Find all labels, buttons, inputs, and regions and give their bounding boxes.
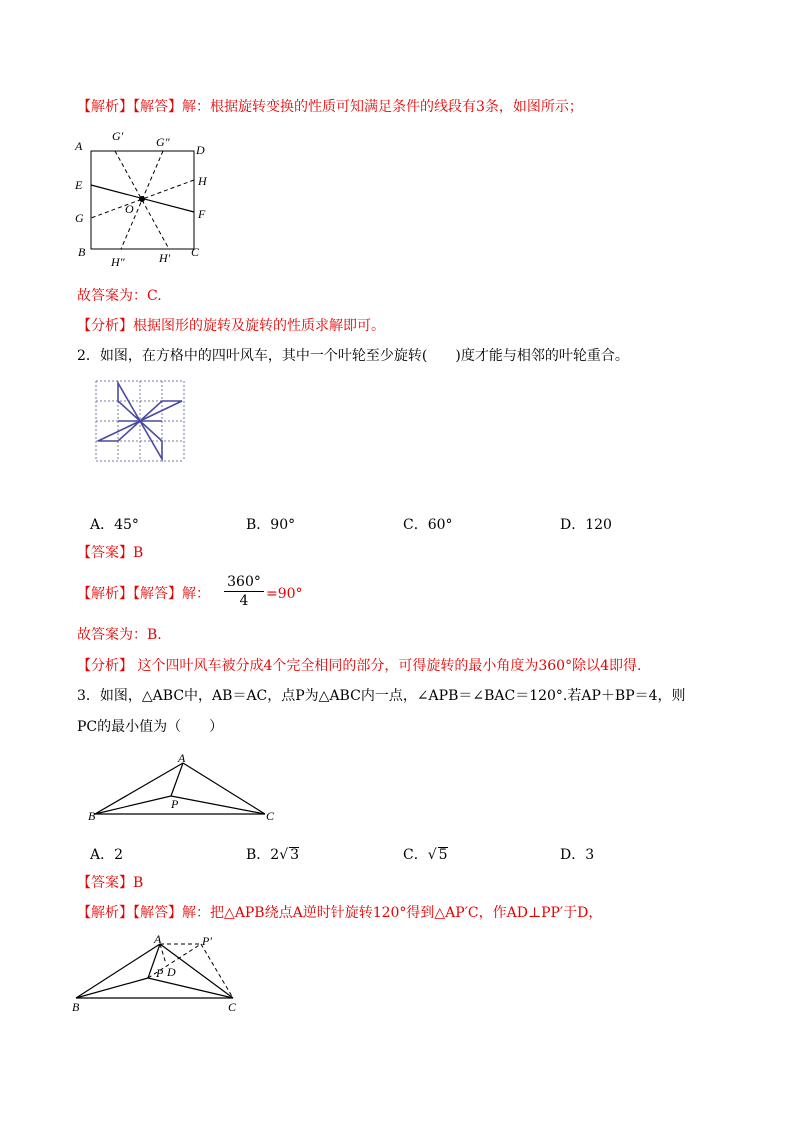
q3-option-c-radicand: 5 [438, 847, 448, 863]
fig1-label-C: C [266, 809, 275, 823]
q3-option-b [246, 844, 299, 864]
q3-option-c-prefix: C． [403, 847, 428, 863]
fig2-label-D: D [167, 965, 176, 979]
fraction-360-over-4 [224, 574, 264, 609]
pinwheel-grid-figure [95, 380, 185, 462]
triangle-abc-figure [85, 752, 285, 827]
conclusion-1: 故答案为：C. [77, 288, 162, 304]
label-G1: G′ [112, 129, 124, 143]
label-G2: G″ [156, 135, 170, 149]
fraction-result: =90° [266, 586, 303, 602]
q2-note: 【分析】 这个四叶风车被分成4个完全相同的部分，可得旋转的最小角度为360°除以4即得. [77, 658, 642, 674]
label-E: E [75, 178, 83, 192]
q3-option-b-radicand: 3 [290, 847, 300, 863]
q2-option-d: D．120 [560, 517, 612, 533]
fig2-label-C: C [228, 1000, 237, 1014]
label-D: D [196, 143, 205, 157]
question-3-stem-line2: PC的最小值为（ ） [77, 719, 224, 735]
square-rotation-figure [70, 126, 220, 271]
q3-answer: 【答案】B [77, 875, 144, 891]
label-H: H [198, 174, 207, 188]
label-O: O [125, 202, 134, 216]
q3-option-a: A．2 [90, 847, 124, 863]
fig2-label-A: A [154, 932, 162, 946]
label-H2: H′ [159, 251, 171, 265]
fig2-label-P: P [156, 966, 164, 980]
fraction-denominator: 4 [239, 593, 249, 609]
label-H1: H″ [111, 255, 125, 269]
question-3-stem-line1: 3．如图，△ABC中，AB＝AC，点P为△ABC内一点，∠APB＝∠BAC＝120°.若AP＋BP＝4，则 [77, 688, 686, 704]
q3-option-c [403, 844, 448, 864]
q2-option-b: B．90° [246, 517, 296, 533]
rotated-triangle-figure [68, 930, 253, 1015]
q2-answer: 【答案】B [77, 545, 144, 561]
question-2-stem: 2．如图，在方格中的四叶风车，其中一个叶轮至少旋转( )度才能与相邻的叶轮重合。 [77, 348, 629, 364]
label-F: F [198, 207, 206, 221]
label-B: B [78, 245, 86, 259]
fig2-label-P1: P′ [202, 934, 212, 948]
fraction-numerator: 360° [224, 574, 264, 592]
q2-conclusion: 故答案为：B. [77, 627, 162, 643]
sqrt-sign: √ [279, 847, 289, 863]
fig1-label-P: P [171, 797, 179, 811]
sqrt-sign: √ [427, 847, 437, 863]
label-C: C [191, 245, 200, 259]
label-G: G [75, 211, 84, 225]
note-1: 【分析】根据图形的旋转及旋转的性质求解即可。 [77, 318, 385, 334]
q3-analysis: 【解析】【解答】解：把△APB绕点A逆时针旋转120°得到△AP′C，作AD⊥PP′于D， [77, 905, 603, 921]
q2-option-c: C．60° [403, 517, 453, 533]
fig1-label-B: B [88, 809, 96, 823]
fig2-label-B: B [72, 1000, 80, 1014]
fig1-label-A: A [178, 752, 186, 765]
q2-option-a: A．45° [90, 517, 139, 533]
label-A: A [75, 139, 83, 153]
q3-option-d: D．3 [560, 847, 595, 863]
q3-option-b-prefix: B．2 [246, 847, 280, 863]
q2-analysis-prefix: 【解析】【解答】解： [77, 586, 210, 602]
analysis-line: 【解析】【解答】解：根据旋转变换的性质可知满足条件的线段有3条，如图所示； [77, 99, 583, 115]
